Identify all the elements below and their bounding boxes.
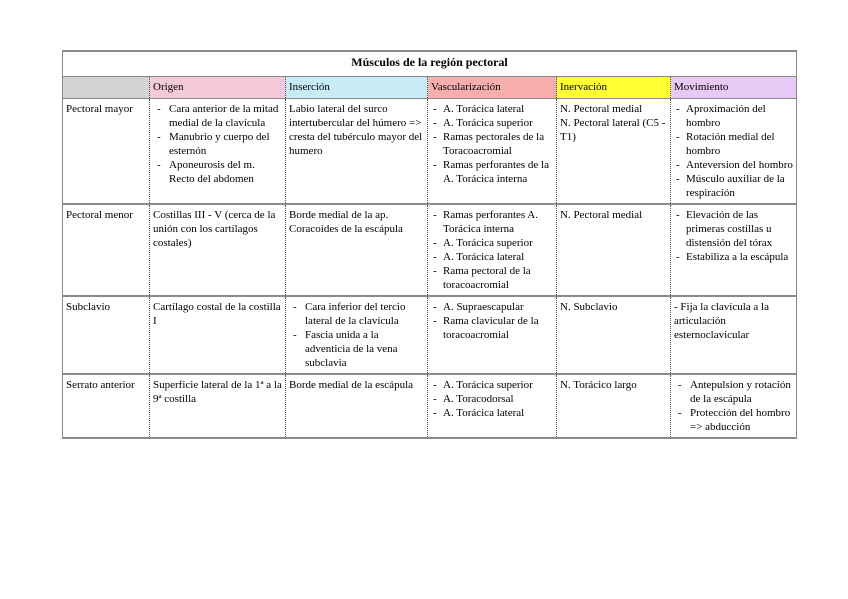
list-item: - Antepulsion y rotación de la escápula xyxy=(690,378,793,406)
cell-inervacion: N. Torácico largo xyxy=(557,374,671,438)
list-item: - Aproximación del hombro xyxy=(686,102,793,130)
muscle-name: Serrato anterior xyxy=(63,374,150,438)
muscle-name: Pectoral menor xyxy=(63,204,150,296)
header-vascularizacion: Vascularización xyxy=(428,77,557,99)
table-title-row xyxy=(63,51,797,77)
list-item: - Manubrio y cuerpo del esternón xyxy=(169,130,282,158)
cell-origen xyxy=(150,99,286,205)
cell-vascularizacion xyxy=(428,374,557,438)
list-item: - A. Torácica lateral xyxy=(443,102,553,116)
list-item: - A. Torácica lateral xyxy=(443,406,553,420)
cell-movimiento xyxy=(671,374,797,438)
cell-origen: Superficie lateral de la 1ª a la 9ª costilla xyxy=(150,374,286,438)
list-item: - Ramas perforantes A. Torácica interna xyxy=(443,208,553,236)
list-item: - Fascia unida a la adventicia de la vena subclavia xyxy=(305,328,424,370)
list-item: - Estabiliza a la escápula xyxy=(686,250,793,264)
header-inervacion: Inervación xyxy=(557,77,671,99)
list-item: - Cara anterior de la mitad medial de la clavícula xyxy=(169,102,282,130)
header-insercion: Inserción xyxy=(286,77,428,99)
header-row xyxy=(63,77,797,99)
header-origen: Origen xyxy=(150,77,286,99)
text-line: N. Pectoral medial xyxy=(560,103,643,115)
table-row xyxy=(63,99,797,205)
list-item: - A. Torácica superior xyxy=(443,236,553,250)
list-item: - Protección del hombro => abducción xyxy=(690,406,793,434)
cell-movimiento: - Fija la clavícula a la articulación esternoclavicular xyxy=(671,296,797,374)
cell-vascularizacion xyxy=(428,296,557,374)
list-item: - Rama clavicular de la toracoacromial xyxy=(443,314,553,342)
list-item: - A. Torácica lateral xyxy=(443,250,553,264)
text-line: N. Pectoral lateral (C5 - T1) xyxy=(560,117,666,143)
cell-insercion xyxy=(286,296,428,374)
cell-insercion: Borde medial de la escápula xyxy=(286,374,428,438)
cell-origen: Cartílago costal de la costilla I xyxy=(150,296,286,374)
list-item: - Cara inferior del tercio lateral de la clavícula xyxy=(305,300,424,328)
muscle-name: Subclavio xyxy=(63,296,150,374)
table-row xyxy=(63,204,797,296)
muscle-table xyxy=(62,50,797,439)
cell-insercion: Borde medial de la ap. Coracoides de la escápula xyxy=(286,204,428,296)
list-item: - Rama pectoral de la toracoacromial xyxy=(443,264,553,292)
list-item: - Anteversion del hombro xyxy=(686,158,793,172)
table-title: Músculos de la región pectoral xyxy=(63,51,797,77)
muscle-name: Pectoral mayor xyxy=(63,99,150,205)
cell-movimiento xyxy=(671,99,797,205)
list-item: - A. Torácica superior xyxy=(443,116,553,130)
cell-vascularizacion xyxy=(428,99,557,205)
cell-movimiento xyxy=(671,204,797,296)
header-movimiento: Movimiento xyxy=(671,77,797,99)
list-item: - Elevación de las primeras costillas u distensión del tórax xyxy=(686,208,793,250)
table-row xyxy=(63,374,797,438)
list-item: - Ramas perforantes de la A. Torácica interna xyxy=(443,158,553,186)
list-item: - A. Supraescapular xyxy=(443,300,553,314)
list-item: - Rotación medial del hombro xyxy=(686,130,793,158)
list-item: - Ramas pectorales de la Toracoacromial xyxy=(443,130,553,158)
header-muscle xyxy=(63,77,150,99)
cell-insercion: Labio lateral del surco intertubercular del húmero => cresta del tubérculo mayor del humero xyxy=(286,99,428,205)
list-item: - Músculo auxiliar de la respiración xyxy=(686,172,793,200)
cell-inervacion: N. Pectoral medial xyxy=(557,204,671,296)
cell-inervacion: N. Subclavio xyxy=(557,296,671,374)
cell-vascularizacion xyxy=(428,204,557,296)
cell-inervacion xyxy=(557,99,671,205)
table-row xyxy=(63,296,797,374)
cell-origen: Costillas III - V (cerca de la unión con los cartílagos costales) xyxy=(150,204,286,296)
list-item: - Aponeurosis del m. Recto del abdomen xyxy=(169,158,282,186)
list-item: - A. Torácica superior xyxy=(443,378,553,392)
list-item: - A. Toracodorsal xyxy=(443,392,553,406)
